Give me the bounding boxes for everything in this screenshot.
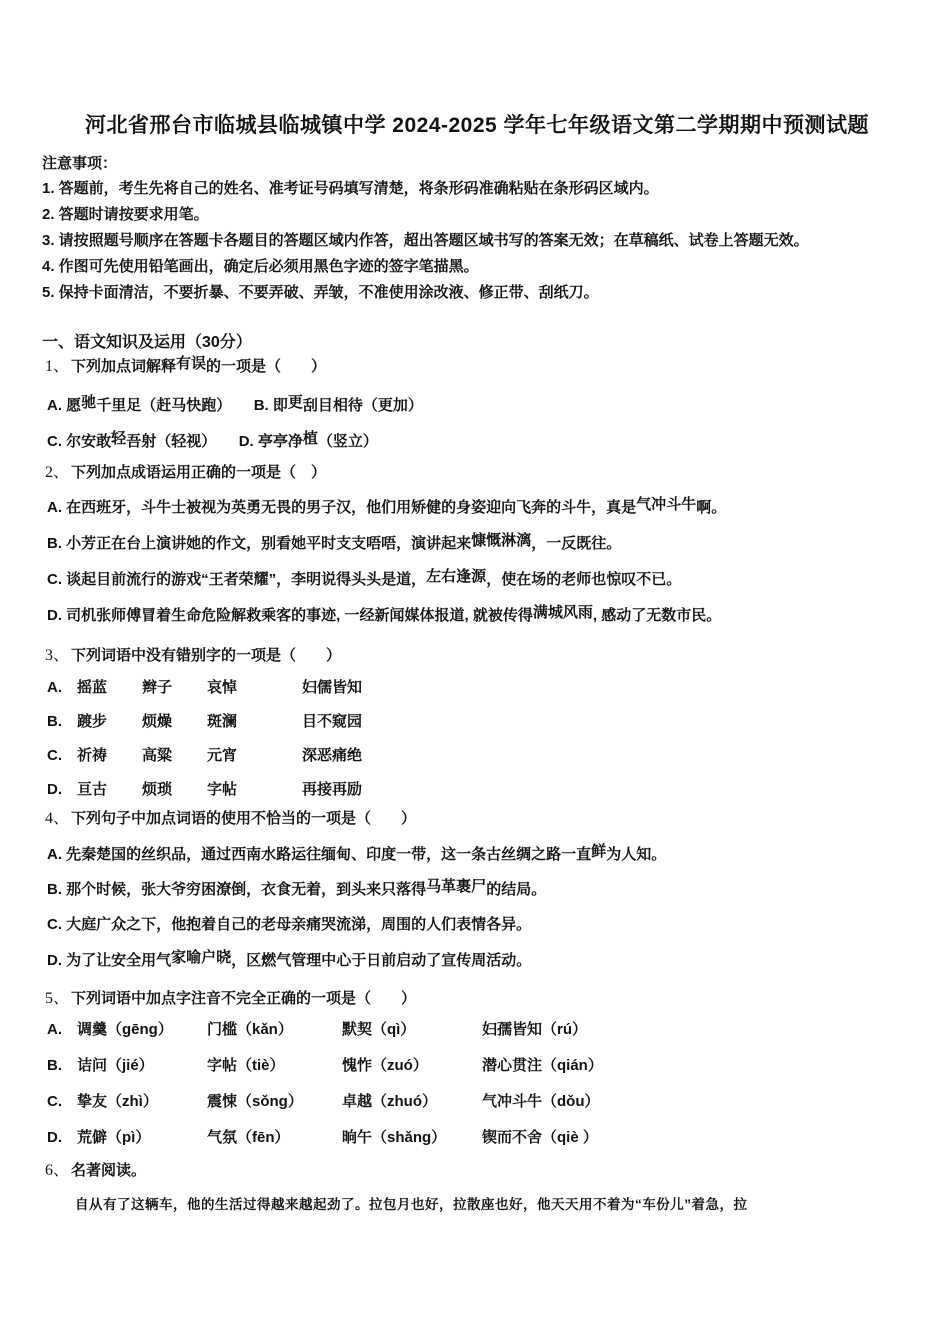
- text-segment: A. 先秦楚国的丝织品，通过西南水路运往缅甸、印度一带，这一条古丝绸之路一直: [47, 846, 592, 863]
- text-segment: 的结局。: [486, 881, 547, 898]
- word: 烦燥: [142, 713, 173, 730]
- question-3-option-d: [47, 779, 912, 800]
- word-pinyin: 气氛（fēn）: [207, 1129, 290, 1146]
- word: 妇儒皆知: [302, 679, 363, 696]
- question-1-options-line-1: [47, 395, 912, 416]
- question-6-stem: [45, 1160, 912, 1181]
- question-3-stem: [45, 645, 912, 666]
- question-4-option-b: [47, 879, 912, 900]
- word: 字帖: [207, 781, 238, 798]
- text-segment: B. 那个时候，张大爷穷困潦倒，衣食无着，到头来只落得: [47, 881, 427, 898]
- word-pinyin: 挚友（zhì）: [77, 1093, 158, 1110]
- question-1-number: 1、: [45, 358, 70, 375]
- text-segment: A. 在西班牙，斗牛士被视为英勇无畏的男子汉，他们用矫健的身姿迎向飞奔的斗牛，真是: [47, 499, 637, 516]
- question-5-option-d: [47, 1127, 912, 1148]
- question-2-option-c: [47, 569, 912, 590]
- question-2-stem: [45, 462, 912, 483]
- text-segment: 为人知。: [606, 846, 667, 863]
- question-4-option-c: [47, 914, 912, 935]
- text-segment: C. 大庭广众之下，他抱着自己的老母亲痛哭流涕，周围的人们表情各异。: [47, 916, 532, 933]
- word-pinyin: 荒僻（pì）: [77, 1129, 151, 1146]
- question-5-option-c: [47, 1091, 912, 1112]
- word-pinyin: 字帖（tiè）: [207, 1057, 285, 1074]
- text-segment: 啊。: [696, 499, 727, 516]
- question-2-stem-text: 下列加点成语运用正确的一项是（ ）: [71, 464, 327, 481]
- question-5: [42, 988, 912, 1148]
- question-3-option-c: [47, 745, 912, 766]
- notice-heading: 注意事项：: [42, 155, 118, 172]
- question-3-option-a: [47, 677, 912, 698]
- word: 元宵: [207, 747, 238, 764]
- emphasized-text: 植: [302, 430, 318, 447]
- question-1: [42, 356, 912, 452]
- word: 烦琐: [142, 781, 173, 798]
- word-pinyin: 门槛（kǎn）: [207, 1021, 293, 1038]
- word: 哀悼: [207, 679, 238, 696]
- word: 高粱: [142, 747, 173, 764]
- section-1-heading: 一、语文知识及运用（30分）: [42, 334, 252, 351]
- page-title: 河北省邢台市临城县临城镇中学 2024-2025 学年七年级语文第二学期期中预测试题: [84, 114, 870, 137]
- text-segment: （竖立）: [317, 433, 378, 450]
- text-segment: 千里足（赶马快跑） B. 即: [96, 397, 288, 414]
- question-6-passage: 自从有了这辆车，他的生活过得越来越起劲了。拉包月也好，拉散座也好，他天天用不着为“车份儿”着急，拉: [75, 1197, 748, 1212]
- question-2-option-b: [47, 533, 912, 554]
- question-5-stem-text: 下列词语中加点字注音不完全正确的一项是（ ）: [71, 990, 417, 1007]
- question-2-number: 2、: [45, 464, 70, 481]
- word: 摇蓝: [77, 679, 108, 696]
- emphasized-text: 马革裹尸: [426, 878, 487, 895]
- text-segment: ，使在场的老师也惊叹不已。: [486, 571, 682, 588]
- word: 目不窥园: [302, 713, 363, 730]
- question-5-number: 5、: [45, 990, 70, 1007]
- option-label: D.: [47, 1129, 62, 1146]
- question-4: [42, 808, 912, 971]
- text-segment: 刮目相待（更加）: [302, 397, 423, 414]
- word: 踱步: [77, 713, 108, 730]
- question-6: [42, 1160, 912, 1215]
- question-4-option-d: [47, 950, 912, 971]
- emphasized-text: 驰: [81, 394, 97, 411]
- option-label: A.: [47, 679, 62, 696]
- question-3-option-b: [47, 711, 912, 732]
- question-4-number: 4、: [45, 810, 70, 827]
- emphasized-text: 更: [287, 394, 303, 411]
- word: 深恶痛绝: [302, 747, 363, 764]
- option-label: B.: [47, 1057, 62, 1074]
- word-pinyin: 愧怍（zuó）: [342, 1057, 428, 1074]
- question-2: [42, 462, 912, 626]
- notice-item-4: 4. 作图可先使用铅笔画出，确定后必须用黑色字迹的签字笔描黑。: [42, 258, 479, 275]
- question-6-number: 6、: [45, 1162, 70, 1179]
- question-3-stem-text: 下列词语中没有错别字的一项是（ ）: [71, 647, 342, 664]
- emphasized-text: 气冲斗牛: [636, 496, 697, 513]
- emphasized-text: 慷慨淋漓: [471, 532, 532, 549]
- question-1-options-line-2: [47, 431, 912, 452]
- notice-item-2: 2. 答题时请按要求用笔。: [42, 206, 209, 223]
- question-1-stem-text: [71, 355, 326, 375]
- word: 祈祷: [77, 747, 108, 764]
- word-pinyin: 卓越（zhuó）: [342, 1093, 437, 1110]
- word: 亘古: [77, 781, 108, 798]
- notice-section: [42, 152, 912, 306]
- text-segment: ，区燃气管理中心于日前启动了宣传周活动。: [231, 952, 532, 969]
- option-label: C.: [47, 1093, 62, 1110]
- question-2-option-d: [47, 605, 912, 626]
- question-4-option-a: [47, 844, 912, 865]
- text-segment: B. 小芳正在台上演讲她的作文，别看她平时支支唔唔，演讲起来: [47, 535, 472, 552]
- notice-item-5: 5. 保持卡面清洁，不要折暴、不要弄破、弄皱，不准使用涂改液、修正带、刮纸刀。: [42, 284, 599, 301]
- text-segment: D. 司机张师傅冒着生命危险解救乘客的事迹, 一经新闻媒体报道, 就被传得: [47, 607, 533, 624]
- word-pinyin: 晌午（shǎng）: [342, 1129, 447, 1146]
- text-segment: ，一反既往。: [531, 535, 622, 552]
- word-pinyin: 锲而不舍（qiè ）: [482, 1129, 598, 1146]
- option-label: B.: [47, 713, 62, 730]
- word: 斑澜: [207, 713, 238, 730]
- word-pinyin: 潜心贯注（qián）: [482, 1057, 603, 1074]
- question-4-stem: [45, 808, 912, 829]
- question-4-stem-text: 下列句子中加点词语的使用不恰当的一项是（ ）: [71, 810, 417, 827]
- text-segment: 下列加点词解释: [71, 358, 177, 375]
- word-pinyin: 气冲斗牛（dǒu）: [482, 1093, 600, 1110]
- word: 再接再励: [302, 781, 363, 798]
- text-segment: C. 尔安敢: [47, 433, 112, 450]
- question-5-stem: [45, 988, 912, 1009]
- notice-item-1: 1. 答题前，考生先将自己的姓名、准考证号码填写清楚，将条形码准确粘贴在条形码区域内。: [42, 180, 659, 197]
- question-6-stem-text: 名著阅读。: [71, 1162, 147, 1179]
- notice-item-3: 3. 请按照题号顺序在答题卡各题目的答题区域内作答，超出答题区域书写的答案无效；在草稿纸、试卷上答题无效。: [42, 232, 809, 249]
- emphasized-text: 有误: [176, 355, 207, 372]
- emphasized-text: 轻: [111, 430, 127, 447]
- question-5-option-b: [47, 1055, 912, 1076]
- question-2-option-a: [47, 497, 912, 518]
- text-segment: C. 谈起目前流行的游戏“王者荣耀”，李明说得头头是道，: [47, 571, 427, 588]
- text-segment: A. 愿: [47, 397, 82, 414]
- text-segment: 吾射（轻视） D. 亭亭净: [126, 433, 303, 450]
- question-3: [42, 645, 912, 800]
- emphasized-text: 家喻户晓: [171, 949, 232, 966]
- word-pinyin: 诘问（jié）: [77, 1057, 154, 1074]
- text-segment: D. 为了让安全用气: [47, 952, 172, 969]
- option-label: D.: [47, 781, 62, 798]
- question-5-option-a: [47, 1019, 912, 1040]
- option-label: C.: [47, 747, 62, 764]
- question-3-number: 3、: [45, 647, 70, 664]
- emphasized-text: 鲜: [591, 843, 607, 860]
- emphasized-text: 满城风雨: [532, 604, 593, 621]
- word-pinyin: 调羹（gēng）: [77, 1021, 173, 1038]
- text-segment: 的一项是（ ）: [206, 358, 327, 375]
- word: 辫子: [142, 679, 173, 696]
- text-segment: , 感动了无数市民。: [592, 607, 722, 624]
- option-label: A.: [47, 1021, 62, 1038]
- question-1-stem: [45, 356, 912, 377]
- word-pinyin: 妇孺皆知（rú）: [482, 1021, 588, 1038]
- word-pinyin: 默契（qì）: [342, 1021, 416, 1038]
- emphasized-text: 左右逢源: [426, 568, 487, 585]
- word-pinyin: 震悚（sǒng）: [207, 1093, 303, 1110]
